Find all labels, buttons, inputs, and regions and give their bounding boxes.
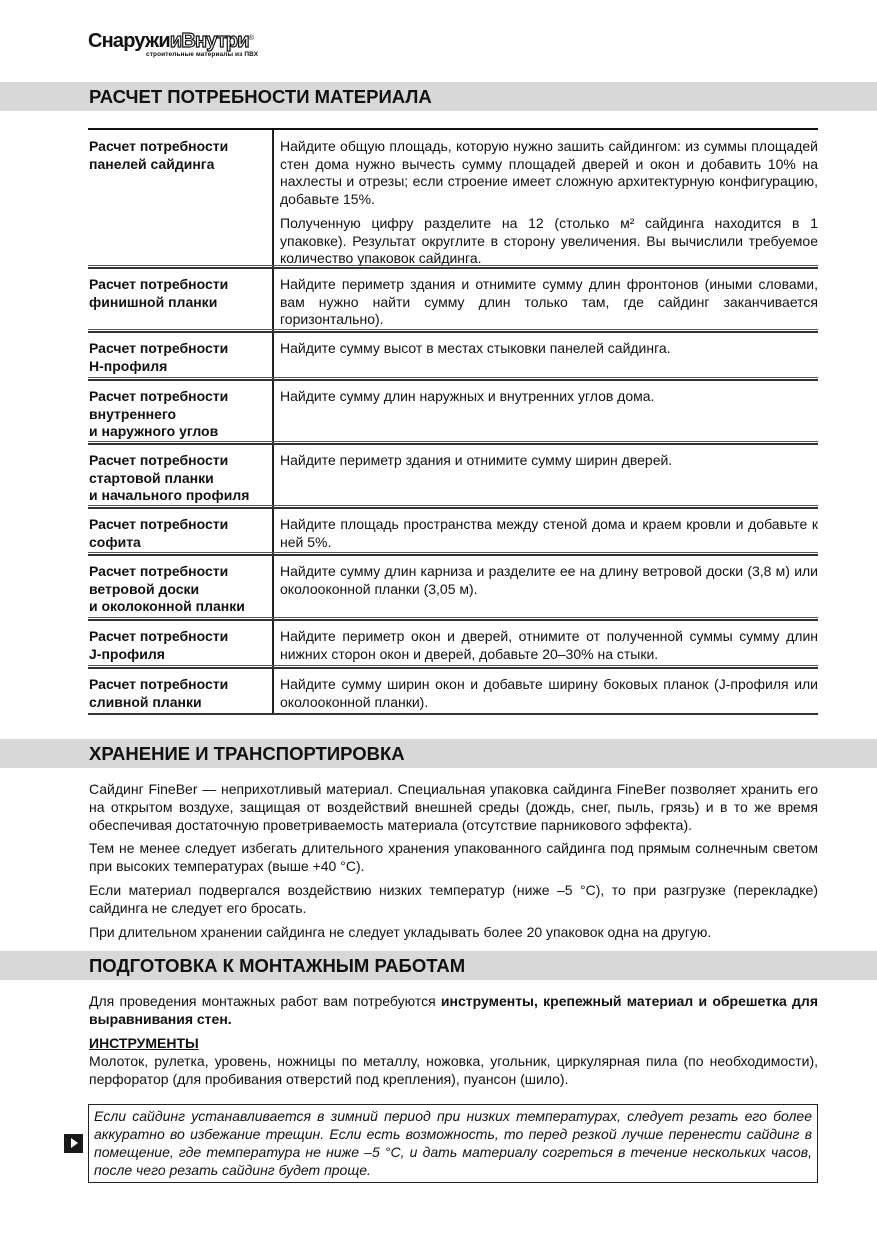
label-line: и наружного углов <box>89 423 219 439</box>
table-row <box>88 377 818 441</box>
row-description <box>274 553 818 617</box>
label-line: софита <box>89 533 141 550</box>
table-row <box>88 130 818 265</box>
logo-tagline: строительные материалы из ПВХ <box>146 51 259 58</box>
tools-text: Молоток, рулетка, уровень, ножницы по металлу, ножовка, угольник, циркулярная пила (по необходимости), перфоратор (для пробивания отверстий под крепления), пуансон (шило). <box>89 1053 818 1088</box>
description-paragraph: Найдите сумму ширин окон и добавьте ширину боковых планок (J-профиля или околооконной планки). <box>280 676 818 710</box>
label-line: Расчет потребности <box>89 388 229 404</box>
label-line: и начального профиля <box>89 487 250 503</box>
description-paragraph: Найдите площадь пространства между стеной дома и краем кровли и добавьте к ней 5%. <box>280 516 818 550</box>
row-description <box>274 442 818 505</box>
description-paragraph: Найдите общую площадь, которую нужно зашить сайдингом: из суммы площадей стен дома нужно вычесть сумму площадей дверей и окон и добавить 10% на нахлесты и отрезы; если строение имеет сложную архитектурную конфигурацию, добавьте 15%. <box>280 138 818 207</box>
row-label <box>88 442 274 505</box>
description-paragraph: Найдите периметр окон и дверей, отнимите от полученной суммы сумму длин нижних сторон окон и дверей, добавьте 20–30% на стыки. <box>280 628 818 662</box>
storage-paragraph: Сайдинг FineBer — неприхотливый материал. Специальная упаковка сайдинга FineBer позволяет хранить его на открытом воздухе, защищая от воздействий внешней среды (дождь, снег, пыль, грязь) и в то же время обеспечивая достаточную проветриваемость материала (отсутствие парникового эффекта). <box>89 781 818 833</box>
description-paragraph: Найдите периметр здания и отнимите сумму длин фронтонов (иными словами, вам нужно найти сумму длин только там, где сайдинг заканчивается горизонтально). <box>280 276 818 327</box>
label-line: Расчет потребности <box>89 563 229 579</box>
table-row <box>88 265 818 329</box>
logo-word-outside: Снаружи <box>88 30 170 52</box>
storage-paragraph: Если материал подвергался воздействию низких температур (ниже –5 °С), то при разгрузке (перекладке) сайдинга не следует его бросать. <box>89 881 818 916</box>
description-paragraph: Найдите сумму высот в местах стыковки панелей сайдинга. <box>280 340 671 356</box>
prep-intro-plain: Для проведения монтажных работ вам потребуются <box>89 993 441 1009</box>
table-row <box>88 441 818 505</box>
row-description <box>274 130 818 265</box>
logo-word-and: и <box>169 30 182 52</box>
storage-text <box>89 781 818 947</box>
label-line: внутреннего <box>89 405 177 422</box>
note-box: Если сайдинг устанавливается в зимний период при низких температурах, следует резать его более аккуратно во избежание трещин. Если есть возможность, то перед резкой лучше перенести сайдинг в помещение, где температура не ниже –5 °С, и дать материалу согреться в течение нескольких часов, после чего резать сайдинг будет проще. <box>88 1104 818 1183</box>
material-calc-table <box>88 128 818 715</box>
row-label <box>88 266 274 329</box>
storage-paragraph: Тем не менее следует избегать длительного хранения упакованного сайдинга под прямым солнечным светом при высоких температурах (выше +40 °С). <box>89 840 818 875</box>
table-row <box>88 329 818 377</box>
section-title-prep: ПОДГОТОВКА К МОНТАЖНЫМ РАБОТАМ <box>89 955 466 976</box>
row-label <box>88 130 274 265</box>
label-line: Н-профиля <box>89 357 168 374</box>
label-line: панелей сайдинга <box>89 155 215 172</box>
row-description <box>274 666 818 713</box>
section-title-storage: ХРАНЕНИЕ И ТРАНСПОРТИРОВКА <box>89 743 405 764</box>
row-label <box>88 378 274 441</box>
label-line: Расчет потребности <box>89 452 229 468</box>
table-row <box>88 505 818 552</box>
description-paragraph: Найдите периметр здания и отнимите сумму ширин дверей. <box>280 452 673 468</box>
row-description <box>274 506 818 552</box>
row-description <box>274 378 818 441</box>
play-arrow-icon <box>64 1134 83 1153</box>
table-row <box>88 665 818 715</box>
label-line: Расчет потребности <box>89 276 229 292</box>
prep-intro-bold: инструменты, крепежный материал и обрешетка для выравнивания стен. <box>89 993 818 1027</box>
description-paragraph: Полученную цифру разделите на 12 (столько м² сайдинга находится в 1 упаковке). Результат округлите в сторону увеличения. Вы вычислили требуемое количество упаковок сайдинга. <box>280 215 818 266</box>
description-paragraph: Найдите сумму длин карниза и разделите ее на длину ветровой доски (3,8 м) или околооконной планки (3,05 м). <box>280 563 818 597</box>
logo-wordmark <box>88 30 268 52</box>
section-title-calc: РАСЧЕТ ПОТРЕБНОСТИ МАТЕРИАЛА <box>89 86 432 107</box>
tools-heading: ИНСТРУМЕНТЫ <box>89 1034 199 1051</box>
description-paragraph: Найдите сумму длин наружных и внутренних углов дома. <box>280 388 655 404</box>
label-line: J-профиля <box>89 645 165 662</box>
row-label <box>88 506 274 552</box>
label-line: Расчет потребности <box>89 628 229 644</box>
registered-mark: ® <box>248 35 254 42</box>
label-line: Расчет потребности <box>89 340 229 356</box>
label-line: финишной планки <box>89 293 218 310</box>
label-line: Расчет потребности <box>89 516 229 532</box>
label-line: сливной планки <box>89 693 202 710</box>
brand-logo <box>88 30 268 70</box>
row-label <box>88 330 274 377</box>
row-label <box>88 618 274 665</box>
row-description <box>274 266 818 329</box>
table-row <box>88 617 818 665</box>
row-label <box>88 666 274 713</box>
storage-paragraph: При длительном хранении сайдинга не следует укладывать более 20 упаковок одна на другую. <box>89 923 712 940</box>
row-label <box>88 553 274 617</box>
label-line: и околоконной планки <box>89 598 245 614</box>
section-header-prep <box>0 951 877 980</box>
logo-word-inside: Внутри <box>181 30 249 52</box>
row-description <box>274 618 818 665</box>
label-line: ветровой доски <box>89 580 200 597</box>
section-header-storage <box>0 739 877 768</box>
prep-text <box>89 993 818 1095</box>
section-header-calc <box>0 82 877 111</box>
label-line: Расчет потребности <box>89 138 229 154</box>
prep-intro <box>89 993 818 1029</box>
label-line: Расчет потребности <box>89 676 229 692</box>
label-line: стартовой планки <box>89 469 214 486</box>
table-row <box>88 552 818 617</box>
row-description <box>274 330 818 377</box>
